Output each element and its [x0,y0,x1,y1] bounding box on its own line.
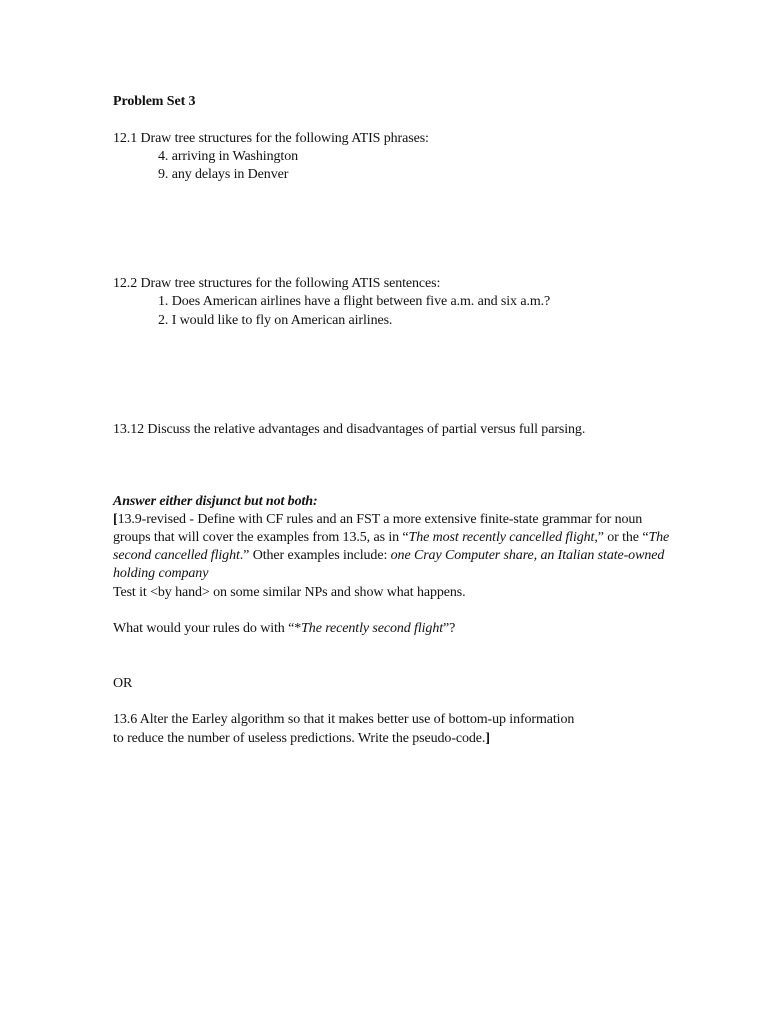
disjunct-text: ,” or the “ [594,530,649,545]
disjunct-text: 13.9-revised - Define with CF rules and an FST a more extensive finite-state grammar for noun [117,512,643,527]
problem-13-6-prompt: 13.6 Alter the Earley algorithm so that it makes better use of bottom-up information [113,712,575,727]
open-bracket: [ [113,512,118,527]
problem-12-1-item: 4. arriving in Washington [158,149,298,164]
disjunct-text: .” Other examples include: [239,548,391,563]
disjunct-line [113,511,642,529]
disjunct-line [113,620,455,638]
disjunct-line [113,547,664,565]
problem-12-2-item: 1. Does American airlines have a flight between five a.m. and six a.m.? [158,294,551,309]
problem-12-1-prompt: 12.1 Draw tree structures for the following ATIS phrases: [113,131,429,146]
disjunct-heading: Answer either disjunct but not both: [113,494,318,509]
example-phrase: one Cray Computer share, an Italian state-owned [390,548,665,563]
example-phrase: holding company [113,566,209,581]
page-title: Problem Set 3 [113,94,196,109]
disjunct-text: Test it <by hand> on some similar NPs and show what happens. [113,585,466,600]
disjunct-line [113,529,669,547]
problem-12-2-prompt: 12.2 Draw tree structures for the following ATIS sentences: [113,276,441,291]
disjunct-text: What would your rules do with “* [113,621,302,636]
or-separator: OR [113,676,133,691]
example-phrase: The [648,530,670,545]
problem-12-1-item: 9. any delays in Denver [158,167,289,182]
disjunct-text: groups that will cover the examples from 13.5, as in “ [113,530,409,545]
disjunct-text: to reduce the number of useless predictions. Write the pseudo-code. [113,731,486,746]
example-phrase: The recently second flight [301,621,444,636]
example-phrase: second cancelled flight [113,548,240,563]
problem-12-2-item: 2. I would like to fly on American airlines. [158,313,393,328]
close-bracket: ] [485,731,490,746]
disjunct-line [113,730,490,748]
disjunct-text: ”? [443,621,456,636]
example-phrase: The most recently cancelled flight [408,530,595,545]
problem-13-12-prompt: 13.12 Discuss the relative advantages and disadvantages of partial versus full parsing. [113,422,586,437]
